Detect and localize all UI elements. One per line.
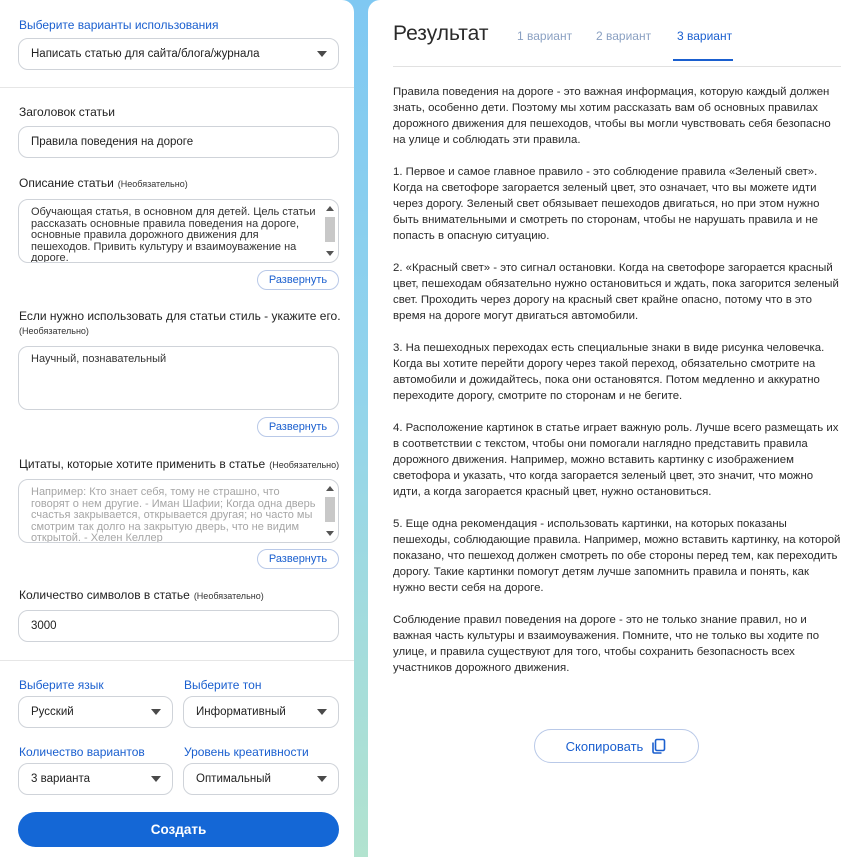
creativity-select[interactable] xyxy=(183,763,339,795)
result-article xyxy=(393,84,843,692)
chars-input[interactable] xyxy=(18,610,339,642)
optional-note: (Необязательно) xyxy=(117,179,188,189)
creativity-label: Уровень креативности xyxy=(184,745,309,759)
creativity-select-value: Оптимальный xyxy=(196,773,271,785)
tone-select[interactable] xyxy=(183,696,339,728)
quotes-label-text: Цитаты, которые хотите применить в статье xyxy=(19,457,266,471)
scroll-thumb[interactable] xyxy=(325,217,335,242)
chevron-down-icon xyxy=(151,709,161,715)
tab-variant-3[interactable]: 3 вариант xyxy=(677,29,733,43)
language-select-value: Русский xyxy=(31,706,74,718)
copy-icon xyxy=(651,738,667,754)
quotes-scrollbar[interactable] xyxy=(325,486,335,536)
result-divider xyxy=(393,66,841,67)
expand-description-button[interactable]: Развернуть xyxy=(257,270,339,290)
chevron-down-icon xyxy=(151,776,161,782)
chars-input-value: 3000 xyxy=(31,620,57,632)
quotes-label xyxy=(19,457,339,471)
article-paragraph: 5. Еще одна рекомендация - использовать картинки, на которых показаны пешеходы, соблюдающие правила. Например, можно вставить картинку, на которой показано, что пешеход должен смотреть по обе стороны перед тем, как переходить дорогу. Такие картинки помогут детям лучше запомнить правила и понять, как нужно вести себя на дороге. xyxy=(393,518,841,594)
description-textarea[interactable] xyxy=(18,199,339,263)
tab-variant-2[interactable]: 2 вариант xyxy=(596,29,652,43)
optional-note: (Необязательно) xyxy=(19,326,89,336)
article-paragraph: Соблюдение правил поведения на дороге - это не только знание правил, но и важная часть культуры и взаимоуважения. Помните, что не только вы ходите по улице, и правила существуют для того, чтобы сохранить безопасность всех участников дорожного движения. xyxy=(393,614,820,674)
optional-note: (Необязательно) xyxy=(193,591,264,601)
section-divider xyxy=(0,660,354,661)
optional-note: (Необязательно) xyxy=(269,460,340,470)
title-input[interactable] xyxy=(18,126,339,158)
usage-label: Выберите варианты использования xyxy=(19,18,219,32)
settings-panel xyxy=(0,0,354,857)
tab-variant-1[interactable]: 1 вариант xyxy=(517,29,573,43)
chars-label xyxy=(19,588,264,602)
usage-select-value: Написать статью для сайта/блога/журнала xyxy=(31,48,260,60)
scroll-up-icon[interactable] xyxy=(326,486,334,491)
description-text: Обучающая статья, в основном для детей. Цель статьи рассказать основные правила поведения на дороге, основные правила дорожного движения для пешеходов. Привить культуру и взаимоуважение на дороге. xyxy=(31,206,316,263)
variants-select[interactable] xyxy=(18,763,173,795)
title-input-value: Правила поведения на дороге xyxy=(31,136,194,148)
language-select[interactable] xyxy=(18,696,173,728)
description-label-text: Описание статьи xyxy=(19,176,114,190)
create-button[interactable]: Создать xyxy=(18,812,339,847)
usage-select[interactable] xyxy=(18,38,339,70)
chars-label-text: Количество символов в статье xyxy=(19,588,190,602)
scroll-thumb[interactable] xyxy=(325,497,335,522)
chevron-down-icon xyxy=(317,709,327,715)
article-paragraph: Правила поведения на дороге - это важная информация, которую каждый должен знать, особенно дети. Поэтому мы хотим рассказать вам об основных правилах дорожного движения для пешеходов, чтобы вы могли чувствовать себя безопасно на улице и соблюдать эти правила. xyxy=(393,86,831,146)
style-label: Если нужно использовать для статьи стиль - укажите его. xyxy=(19,309,341,323)
scroll-down-icon[interactable] xyxy=(326,251,334,256)
variants-label: Количество вариантов xyxy=(19,745,145,759)
section-divider xyxy=(0,87,354,88)
scroll-up-icon[interactable] xyxy=(326,206,334,211)
scroll-down-icon[interactable] xyxy=(326,531,334,536)
article-paragraph: 4. Расположение картинок в статье играет важную роль. Лучше всего размещать их в соответствии с текстом, чтобы они помогали наглядно представить правила дорожного движения. Например, можно вставить картинку с изображением светофора и указать, что когда загорается зеленый цвет, это значит, что можно идти, а когда загорается красный цвет, нужно остановиться. xyxy=(393,422,839,498)
article-paragraph: 1. Первое и самое главное правило - это соблюдение правила «Зеленый свет». Когда на светофоре загорается зеленый цвет, это означает, что вы можете идти через дорогу. Зеленый свет обязывает пешеходов двигаться, но при этом нужно быть внимательными и смотреть по сторонам, чтобы не нарушать правила и не попасть в опасную ситуацию. xyxy=(393,166,820,242)
copy-button[interactable] xyxy=(534,729,699,763)
variants-select-value: 3 варианта xyxy=(31,773,91,785)
expand-quotes-button[interactable]: Развернуть xyxy=(257,549,339,569)
quotes-placeholder: Например: Кто знает себя, тому не страшно, что говорят о нем другие. - Иман Шафии; Когда одна дверь счастья закрывается, открывается другая; но часто мы смотрим так долго на закрытую дверь, что не видим открытой. - Хелен Келлер xyxy=(31,486,316,543)
language-label: Выберите язык xyxy=(19,678,104,692)
description-scrollbar[interactable] xyxy=(325,206,335,256)
expand-style-button[interactable]: Развернуть xyxy=(257,417,339,437)
article-paragraph: 2. «Красный свет» - это сигнал остановки. Когда на светофоре загорается красный цвет, пешеходам обязательно нужно остановиться и ждать, пока загорится зеленый свет. Проходить через дорогу на красный свет крайне опасно, потому что в это время на дороге могут двигаться автомобили. xyxy=(393,262,839,322)
quotes-textarea[interactable] xyxy=(18,479,339,543)
description-label xyxy=(19,176,188,190)
style-textarea[interactable] xyxy=(18,346,339,410)
result-panel xyxy=(368,0,864,857)
tone-label: Выберите тон xyxy=(184,678,262,692)
chevron-down-icon xyxy=(317,51,327,57)
chevron-down-icon xyxy=(317,776,327,782)
tone-select-value: Информативный xyxy=(196,706,286,718)
copy-button-label: Скопировать xyxy=(565,738,644,754)
title-label: Заголовок статьи xyxy=(19,105,115,119)
active-tab-indicator xyxy=(673,59,733,61)
result-title: Результат xyxy=(393,22,489,45)
style-text: Научный, познавательный xyxy=(31,353,167,365)
article-paragraph: 3. На пешеходных переходах есть специальные знаки в виде рисунка человечка. Когда вы хотите перейти дорогу через такой переход, обязательно смотрите на автомобили и дожидайтесь, пока они остановятся. Потом медленно и аккуратно переходите дорогу, смотрите по сторонам и не бегите. xyxy=(393,342,825,402)
